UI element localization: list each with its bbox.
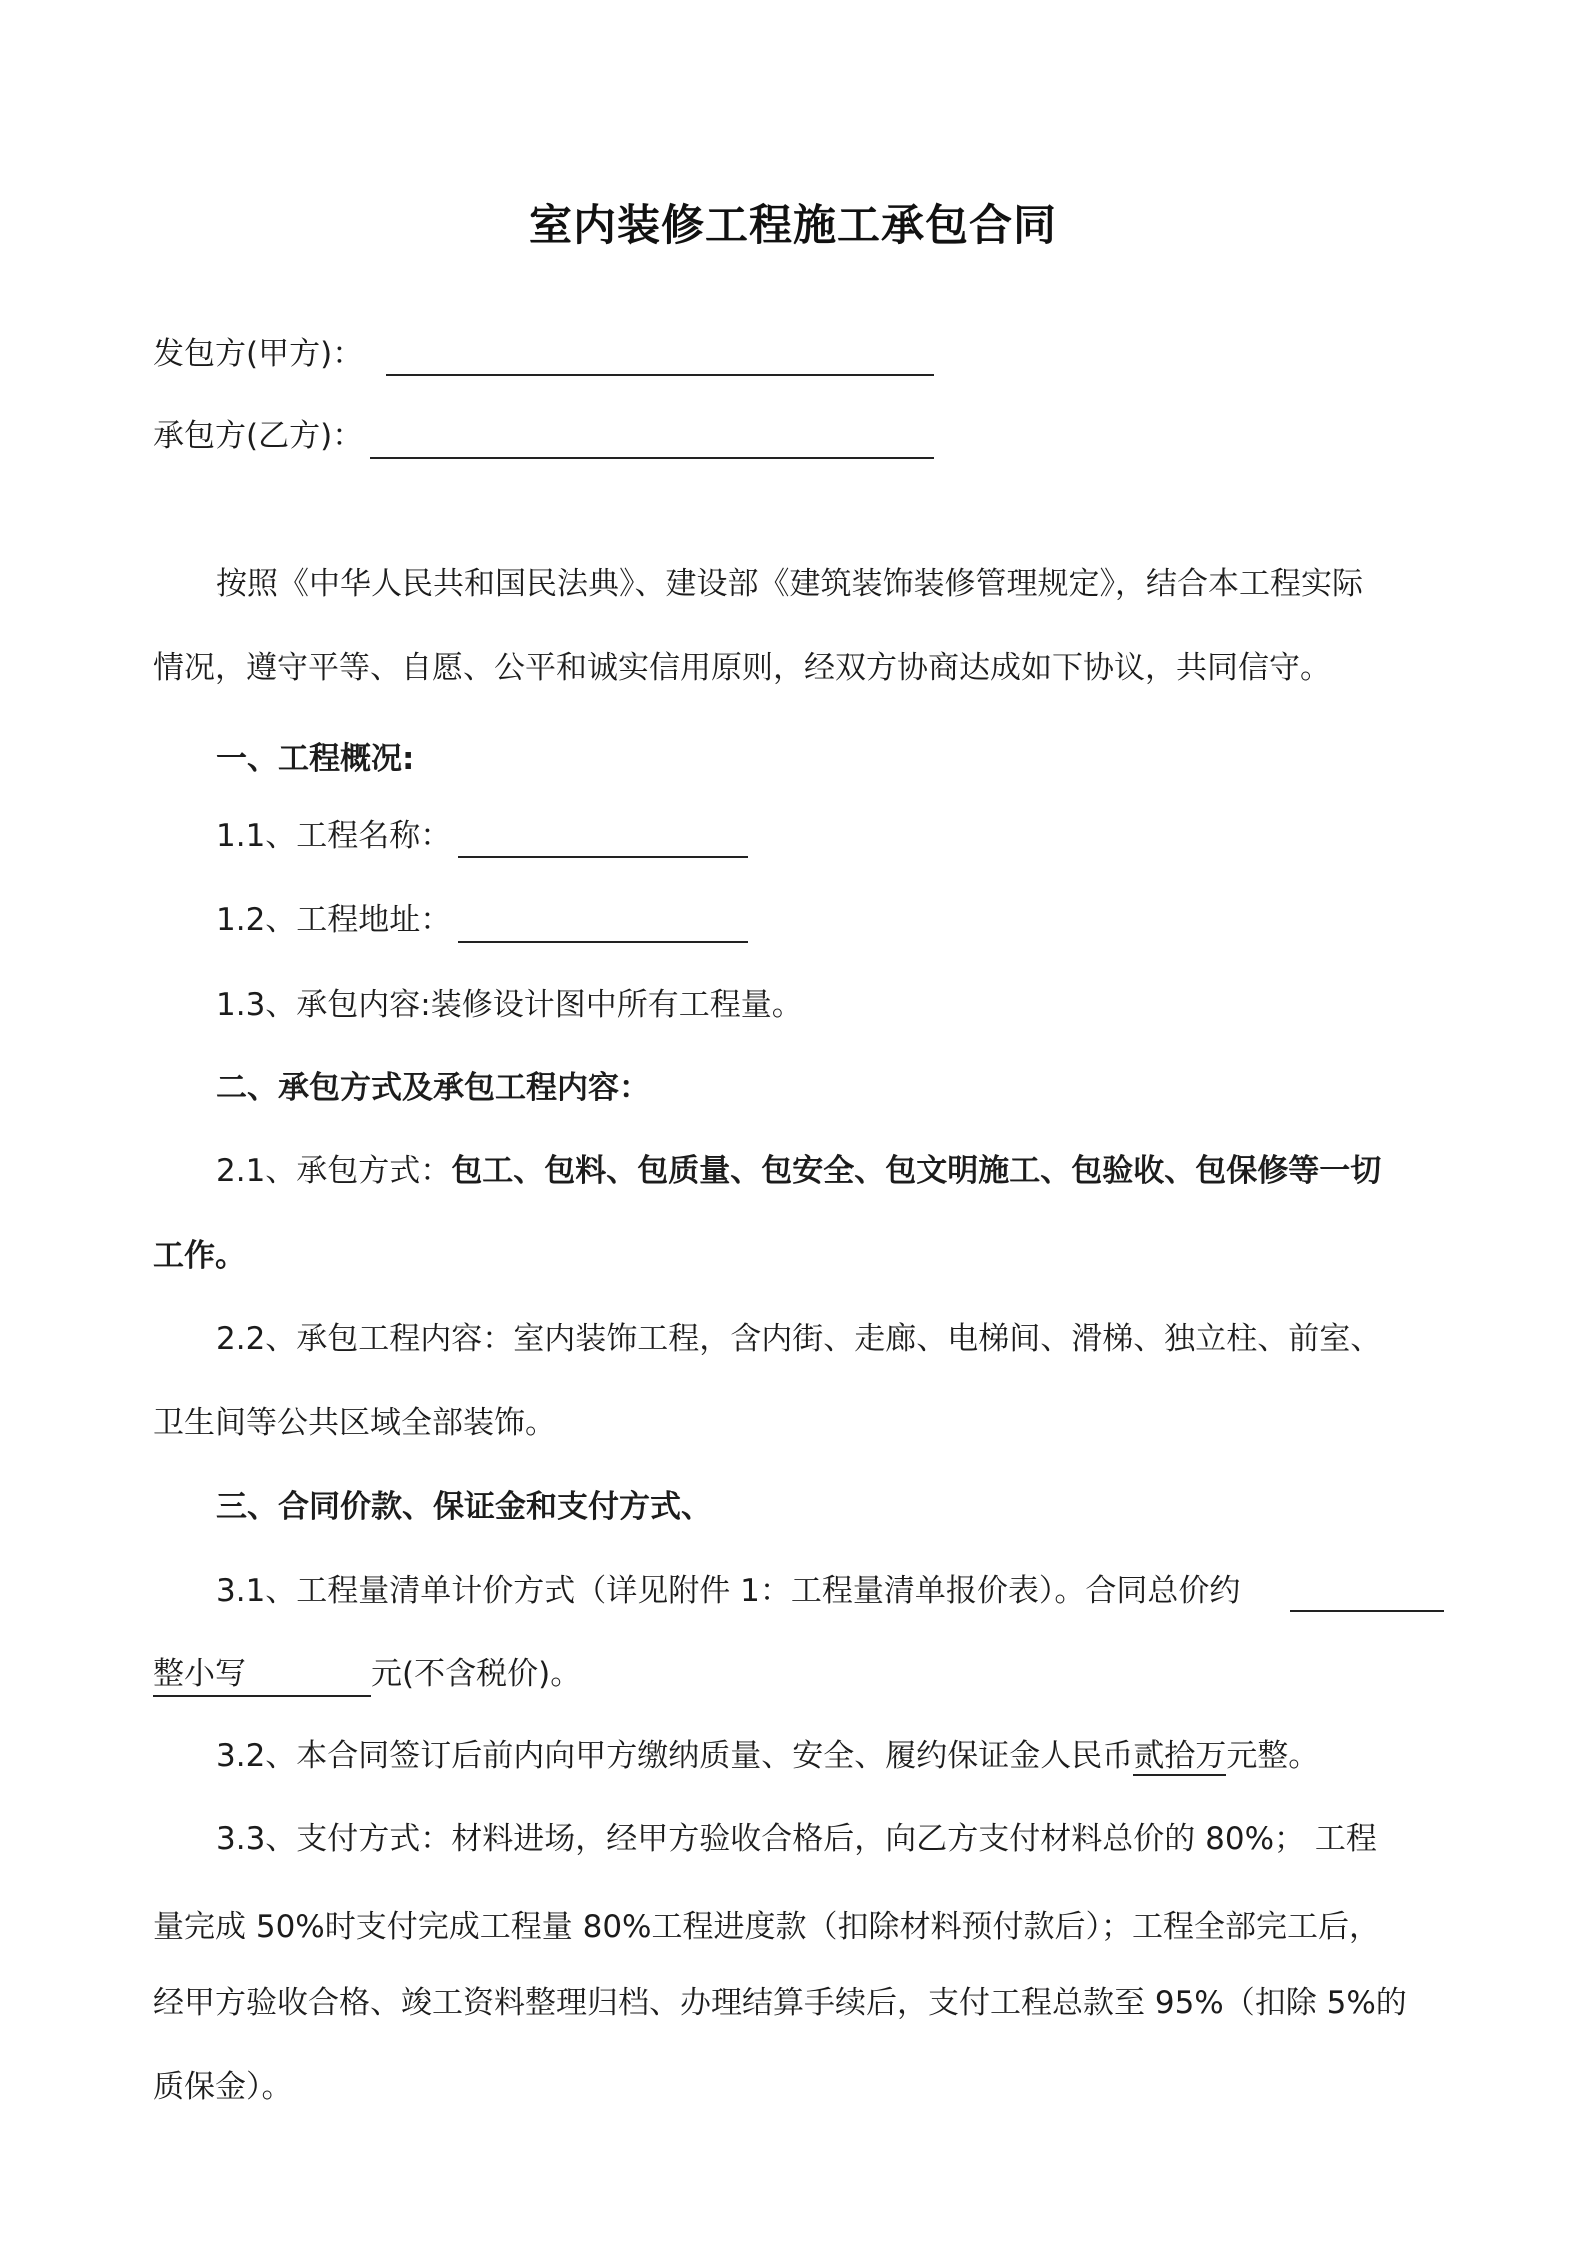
section-3-item-3-line-4: 质保金）。 (153, 2069, 293, 2105)
section-1-item-2 (216, 899, 451, 941)
party-b-blank (370, 457, 934, 459)
project-name-label: 1.1、工程名称： (216, 818, 452, 854)
party-a-blank (386, 374, 934, 376)
section-3-item-1-line-2 (153, 1653, 581, 1697)
project-address-label: 1.2、工程地址： (216, 902, 452, 938)
section-3-item-1-line-1: 3.1、工程量清单计价方式（详见附件 1：工程量清单报价表）。合同总价约 (216, 1573, 1241, 1609)
party-b-row (153, 415, 363, 457)
section-3-item-2 (216, 1735, 1319, 1777)
deposit-text: 3.2、本合同签订后前内向甲方缴纳质量、安全、履约保证金人民币 (216, 1738, 1134, 1774)
section-2-item-1 (216, 1150, 1381, 1192)
section-3-item-3-line-1: 3.3、支付方式：材料进场，经甲方验收合格后，向乙方支付材料总价的 80%； 工程 (216, 1821, 1377, 1857)
party-b-label: 承包方(乙方)： (153, 418, 364, 454)
intro-line-1: 按照《中华人民共和国民法典》、建设部《建筑装饰装修管理规定》，结合本工程实际 (216, 566, 1363, 602)
project-address-blank (458, 941, 748, 943)
section-2-heading: 二、承包方式及承包工程内容： (216, 1070, 650, 1106)
contract-mode-value: 包工、包料、包质量、包安全、包文明施工、包验收、包保修等一切 (451, 1153, 1382, 1189)
price-amount-field: 整小写 (153, 1653, 371, 1697)
section-1-item-3: 1.3、承包内容:装修设计图中所有工程量。 (216, 987, 803, 1023)
document-title: 室内装修工程施工承包合同 (529, 201, 1057, 251)
contract-price-blank (1290, 1610, 1444, 1612)
intro-line-2: 情况，遵守平等、自愿、公平和诚实信用原则，经双方协商达成如下协议，共同信守。 (153, 650, 1331, 686)
contract-mode-label: 2.1、承包方式： (216, 1153, 452, 1189)
section-2-item-1-cont: 工作。 (153, 1238, 246, 1274)
section-1-heading: 一、工程概况: (216, 741, 415, 777)
deposit-tail: 元整。 (1226, 1738, 1320, 1774)
section-3-item-3-line-2: 量完成 50%时支付完成工程量 80%工程进度款（扣除材料预付款后）；工程全部完工后， (153, 1909, 1381, 1945)
deposit-amount: 贰拾万 (1133, 1738, 1227, 1774)
section-3-heading: 三、合同价款、保证金和支付方式、 (216, 1489, 712, 1525)
section-2-item-2-line-2: 卫生间等公共区域全部装饰。 (153, 1405, 556, 1441)
price-tail: 元(不含税价)。 (371, 1656, 582, 1692)
project-name-blank (458, 856, 748, 858)
party-a-row (153, 333, 363, 375)
section-2-item-2-line-1: 2.2、承包工程内容：室内装饰工程，含内街、走廊、电梯间、滑梯、独立柱、前室、 (216, 1321, 1382, 1357)
section-1-item-1 (216, 815, 451, 857)
section-3-item-3-line-3: 经甲方验收合格、竣工资料整理归档、办理结算手续后，支付工程总款至 95%（扣除 5%的 (153, 1985, 1407, 2021)
party-a-label: 发包方(甲方)： (153, 336, 364, 372)
